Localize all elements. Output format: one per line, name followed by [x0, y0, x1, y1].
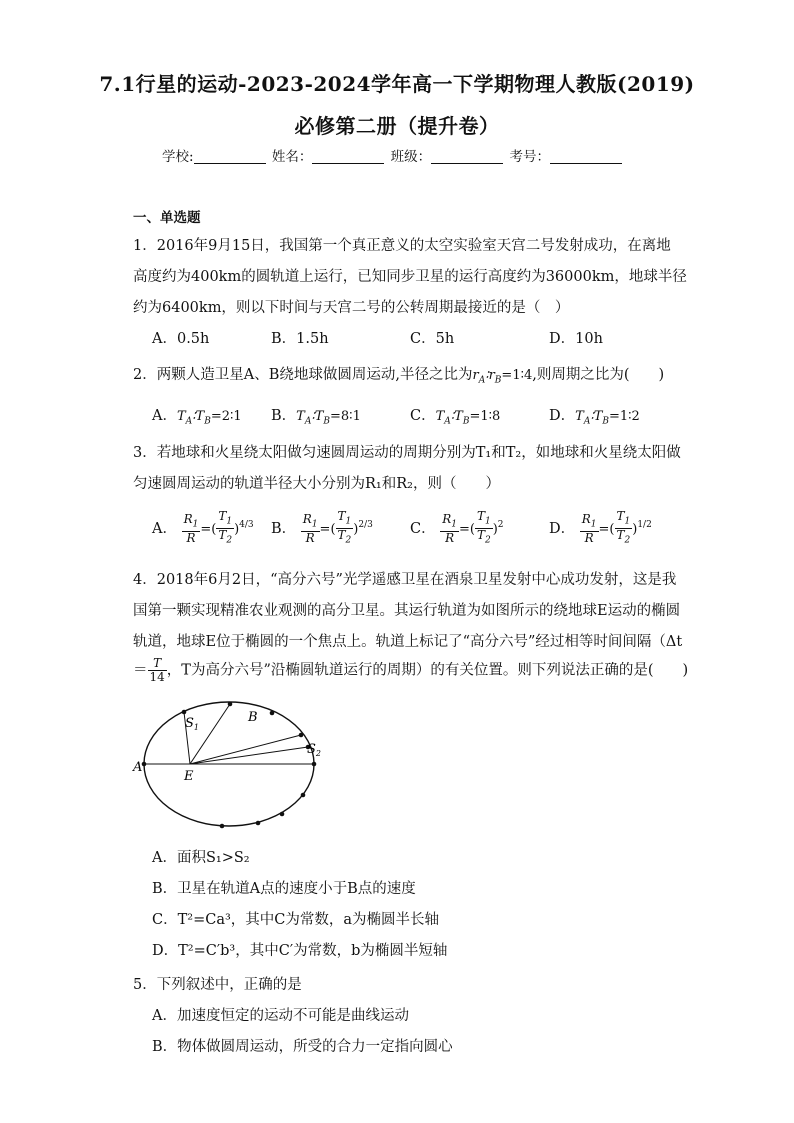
q4-line3: 轨道，地球E位于椭圆的一个焦点上。轨道上标记了“高分六号”经过相等时间间隔（Δt	[133, 634, 683, 650]
orbit-dot	[270, 711, 275, 716]
q5-line1: 5．下列叙述中，正确的是	[133, 977, 302, 993]
a-label: A	[133, 760, 143, 775]
q4-option-d[interactable]: D．T²=C′b³，其中C′为常数，b为椭圆半短轴	[152, 943, 448, 959]
q1-line2: 高度约为400km的圆轨道上运行，已知同步卫星的运行高度约为36000km，地球半径	[133, 269, 687, 285]
orbit-dot	[220, 824, 225, 829]
q4-line4: ＝ $\frac{T}{14}$ ，T为高分六号”沿椭圆轨道运行的周期）的有关位置。则下列说法正确的是( )	[133, 656, 689, 684]
q1-line1: 1．2016年9月15日，我国第一个真正意义的太空实验室天宫二号发射成功，在离地	[133, 238, 671, 254]
number-label: 考号：	[509, 149, 550, 165]
orbit-dot	[312, 762, 317, 767]
orbit-dot	[256, 821, 261, 826]
orbit-dot	[280, 812, 285, 817]
q3-option-c[interactable]: C． $\frac{R_1}{R}$ =( $\frac{T_1}{T_2}$ )$^2$	[410, 509, 504, 546]
page-title-line2: 必修第二册（提升卷）	[294, 114, 500, 138]
orbit-dot	[301, 793, 306, 798]
q1-option-a[interactable]: A．0.5h	[152, 331, 210, 347]
radius-to-s2-end	[190, 747, 308, 764]
number-blank[interactable]	[550, 149, 622, 164]
page-title-line1: 7.1行星的运动-2023-2024学年高一下学期物理人教版(2019)	[99, 72, 695, 96]
student-info-row	[162, 145, 624, 165]
s1-label: $S_1$	[185, 716, 199, 732]
orbit-dot	[299, 733, 304, 738]
q1-line3: 约为6400km，则以下时间与天宫二号的公转周期最接近的是（ ）	[133, 300, 570, 316]
q4-option-b[interactable]: B．卫星在轨道A点的速度小于B点的速度	[152, 881, 416, 897]
q2-option-c[interactable]: C．$T_A∶T_B=1∶8$	[410, 408, 501, 427]
q2-option-a[interactable]: A．$T_A∶T_B=2∶1$	[152, 408, 242, 427]
q4-line1: 4．2018年6月2日，“高分六号”光学遥感卫星在酒泉卫星发射中心成功发射，这是我	[133, 572, 677, 588]
q3-option-b[interactable]: B． $\frac{R_1}{R}$ =( $\frac{T_1}{T_2}$ )$^{2/3}$	[271, 509, 373, 546]
q2-ratio: $r_A∶r_B=1∶4$	[472, 368, 533, 386]
section-title: 一、单选题	[133, 210, 201, 226]
q3-line1: 3．若地球和火星绕太阳做匀速圆周运动的周期分别为T₁和T₂，如地球和火星绕太阳做	[133, 445, 681, 461]
q3-option-d[interactable]: D． $\frac{R_1}{R}$ =( $\frac{T_1}{T_2}$ )$^{1/2}$	[549, 509, 652, 546]
s2-label: $S_2$	[307, 742, 321, 758]
q3-line2: 匀速圆周运动的轨道半径大小分别为R₁和R₂，则（ ）	[133, 476, 500, 492]
e-label: E	[184, 769, 194, 784]
q4-line2: 国第一颗实现精准农业观测的高分卫星。其运行轨道为如图所示的绕地球E运动的椭圆	[133, 603, 681, 619]
q2-line1	[133, 363, 664, 386]
orbit-dot	[228, 702, 233, 707]
q2-option-d[interactable]: D．$T_A∶T_B=1∶2$	[549, 408, 640, 427]
q3-option-a[interactable]: A． $\frac{R_1}{R}$ =( $\frac{T_1}{T_2}$ )$^{4/3}$	[152, 509, 254, 546]
name-label: 姓名：	[271, 149, 313, 165]
q2-option-b[interactable]: B．$T_A∶T_B=8∶1$	[271, 408, 361, 427]
school-label: 学校:	[162, 149, 194, 165]
q2-suffix: ,则周期之比为( )	[532, 367, 665, 383]
elliptical-orbit-diagram	[128, 696, 328, 836]
q4-option-a[interactable]: A．面积S₁>S₂	[152, 850, 250, 866]
b-label: B	[248, 710, 258, 725]
q1-option-c[interactable]: C．5h	[410, 331, 455, 347]
q1-option-d[interactable]: D．10h	[549, 331, 603, 347]
q1-option-b[interactable]: B．1.5h	[271, 331, 329, 347]
q5-option-a[interactable]: A．加速度恒定的运动不可能是曲线运动	[152, 1008, 409, 1024]
orbit-dot	[182, 710, 187, 715]
q5-option-b[interactable]: B．物体做圆周运动，所受的合力一定指向圆心	[152, 1039, 453, 1055]
class-blank[interactable]	[431, 149, 503, 164]
q2-prefix: 2．两颗人造卫星A、B绕地球做圆周运动,半径之比为	[133, 367, 473, 383]
class-label: 班级：	[390, 149, 432, 165]
q4-option-c[interactable]: C．T²=Ca³，其中C为常数，a为椭圆半长轴	[152, 912, 440, 928]
school-blank[interactable]	[194, 149, 266, 164]
name-blank[interactable]	[312, 149, 384, 164]
